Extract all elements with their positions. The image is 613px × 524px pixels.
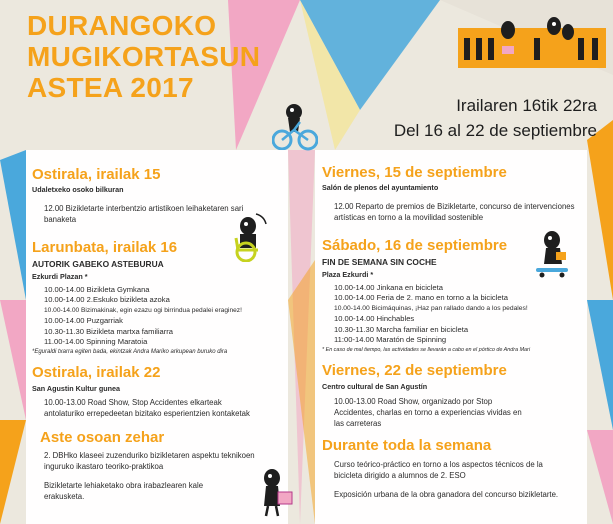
- pink-triangle-right: [587, 430, 613, 524]
- event-list: [322, 283, 590, 345]
- event-text: 10.00-13.00 Road Show, Stop Accidentes elkarteak antolaturiko errepedeetan bizitako esperientzien kontaketak: [44, 398, 250, 419]
- list-item: 10.00-14.00 2.Eskuko bizikleta azoka: [44, 295, 170, 305]
- list-item: 10.30-11.30 Marcha familiar en bicicleta: [334, 324, 469, 334]
- list-item: 10.00-14.00 Bizikleta Gymkana: [44, 285, 150, 294]
- list-item: 10.30-11.30 Bizikleta martxa familiarra: [44, 326, 174, 336]
- blue-triangle-left: [0, 150, 26, 300]
- event-text: Bizikletarte lehiaketako obra irabazlearen kale erakusketa.: [44, 481, 204, 502]
- cyclist-character-icon: [272, 104, 318, 152]
- event-text: 12.00 Reparto de premios de Bizikletarte, concurso de intervenciones artísticas en torno a la movilidad sostenible: [334, 202, 575, 222]
- list-item: 10.00-14.00 Puzgarriak: [44, 316, 123, 326]
- section-title-friday-22-eu: Ostirala, irailak 22: [32, 364, 161, 382]
- title-line-1: DURANGOKO: [27, 10, 217, 41]
- list-item: 11:00-14.00 Maratón de Spinning: [334, 335, 447, 345]
- section-venue: Udaletxeko osoko bilkuran: [32, 185, 124, 194]
- title-line-2: MUGIKORTASUN: [27, 41, 261, 72]
- character-row-icon: [458, 14, 606, 68]
- pink-triangle-left: [0, 300, 26, 420]
- dates-basque: Irailaren 16tik 22ra: [456, 96, 597, 115]
- section-title-whole-week-es: Durante toda la semana: [322, 437, 492, 455]
- list-item: 10.00-14.00 Feria de 2. mano en torno a la bicicleta: [334, 293, 508, 303]
- weather-note: * En caso de mal tiempo, las actividades se llevarán a cabo en el pórtico de Andra Mari: [322, 347, 531, 354]
- event-text: Exposición urbana de la obra ganadora del concurso bizikletarte.: [334, 490, 559, 500]
- list-item: 10.00-14.00 Jinkana en bicicleta: [334, 283, 443, 292]
- event-text: 12.00 Bizikletarte interbentzio artistikoen leihaketaren sari banaketa: [44, 204, 244, 224]
- section-venue: Centro cultural de San Agustín: [322, 382, 428, 392]
- event-list: [32, 285, 290, 347]
- title-line-3: ASTEA 2017: [27, 72, 194, 103]
- event-text: Curso teórico-práctico en torno a los aspectos técnicos de la bicicleta dirigido a alumnos de 2. ESO: [334, 460, 543, 481]
- list-item: 10.00-14.00 Bicimáquinas, ¡Haz pan rallado dando a los pedales!: [334, 304, 528, 312]
- section-venue: Salón de plenos del ayuntamiento: [322, 183, 439, 192]
- section-title-friday-22-es: Viernes, 22 de septiembre: [322, 362, 507, 380]
- orange-triangle-left: [0, 420, 26, 524]
- section-title-saturday-16-es: Sábado, 16 de septiembre: [322, 237, 508, 254]
- page-title: [27, 10, 260, 103]
- list-item: 10.00-14.00 Bizimakinak, egin ezazu ogi birrindua pedalei eraginez!: [44, 306, 242, 314]
- section-subtitle: FIN DE SEMANA SIN COCHE: [322, 257, 437, 267]
- list-item: 10.00-14.00 Hinchables: [334, 314, 415, 324]
- list-item: 11.00-14.00 Spinning Maratoia: [44, 337, 148, 347]
- section-venue: Ezkurdi Plazan *: [32, 272, 88, 281]
- left-column-basque: [32, 150, 290, 502]
- section-subtitle: AUTORIK GABEKO ASTEBURUA: [32, 259, 164, 269]
- event-dates: [394, 93, 597, 143]
- section-venue: Plaza Ezkurdi *: [322, 270, 374, 279]
- section-title-saturday-16-eu: Larunbata, irailak 16: [32, 239, 178, 256]
- section-title-whole-week-eu: Aste osoan zehar: [40, 429, 165, 447]
- section-title-friday-15-eu: Ostirala, irailak 15: [32, 166, 161, 183]
- weather-note: *Eguraldi txarra egiten bada, ekintzak Andra Mariko arkupean buruko dira: [32, 349, 228, 356]
- section-title-friday-15-es: Viernes, 15 de septiembre: [322, 164, 507, 181]
- section-venue: San Agustin Kultur gunea: [32, 384, 120, 394]
- right-column-spanish: [322, 150, 590, 500]
- event-text: 10.00-13.00 Road Show, organizado por Stop Accidentes, charlas en torno a experiencias vividas en las carreteras: [334, 397, 522, 429]
- event-text: 2. DBHko klaseei zuzenduriko bizikletaren aspektu teknikoen inguruko ikastaro teoriko-praktikoa: [44, 451, 255, 472]
- blue-triangle-right: [587, 300, 613, 430]
- orange-triangle-right: [587, 120, 613, 300]
- dates-spanish: Del 16 al 22 de septiembre: [393, 121, 597, 140]
